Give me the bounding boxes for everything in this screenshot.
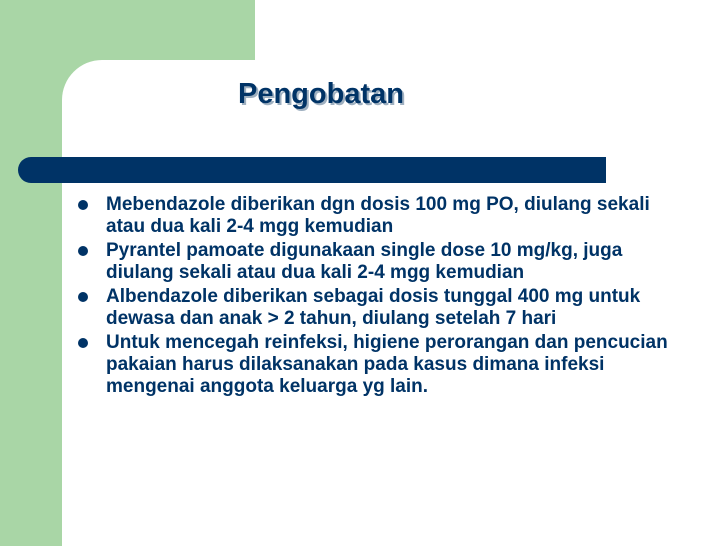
bullet-dot-icon xyxy=(78,246,88,256)
bullet-dot-icon xyxy=(78,338,88,348)
bullet-item xyxy=(106,194,686,238)
bullet-text: Mebendazole diberikan dgn dosis 100 mg PO, diulang sekali atau dua kali 2-4 mgg kemudian xyxy=(106,194,650,237)
title-divider-bar xyxy=(18,157,606,183)
bullet-list xyxy=(106,194,686,400)
bullet-dot-icon xyxy=(78,292,88,302)
bullet-item xyxy=(106,332,686,398)
bullet-dot-icon xyxy=(78,200,88,210)
bullet-text: Pyrantel pamoate digunakaan single dose 10 mg/kg, juga diulang sekali atau dua kali 2-4 mgg kemudian xyxy=(106,240,623,283)
bullet-item xyxy=(106,286,686,330)
bullet-item xyxy=(106,240,686,284)
bullet-text: Untuk mencegah reinfeksi, higiene perorangan dan pencucian pakaian harus dilaksanakan pada kasus dimana infeksi mengenai anggota keluarga yg lain. xyxy=(106,332,668,397)
bullet-text: Albendazole diberikan sebagai dosis tunggal 400 mg untuk dewasa dan anak > 2 tahun, diulang setelah 7 hari xyxy=(106,286,641,329)
slide-title: Pengobatan xyxy=(238,78,404,110)
